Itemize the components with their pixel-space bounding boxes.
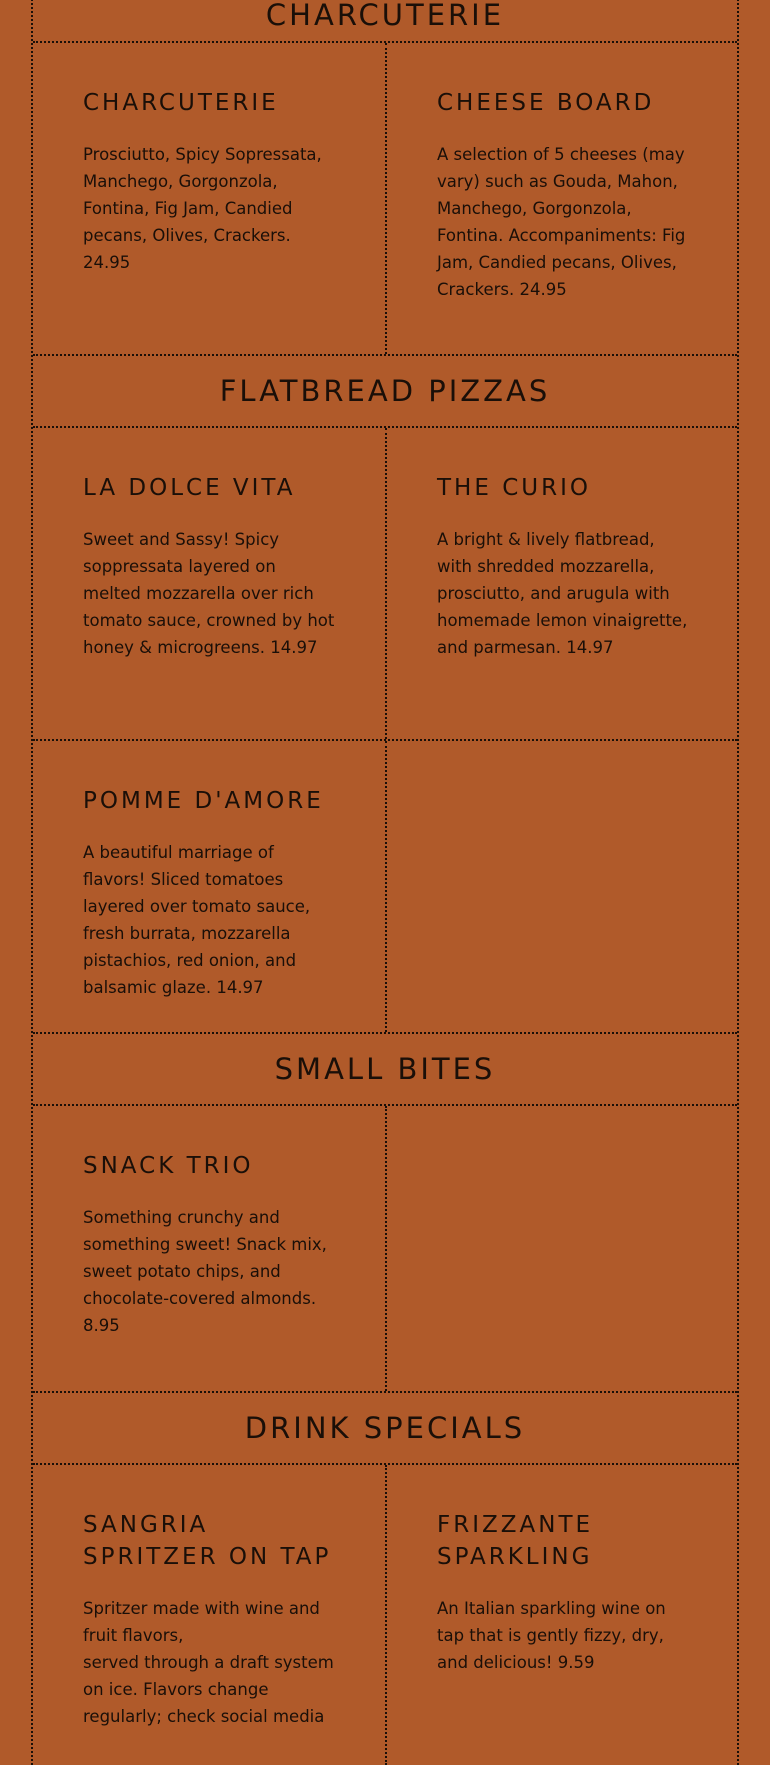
section-heading-drink-specials: DRINK SPECIALS [33,1393,737,1465]
item-description: A beautiful marriage of flavors! Sliced tomatoes layered over tomato sauce, fresh burrata, mozzarella pistachios, red onion, and balsamic glaze. 14.97 [83,843,311,997]
item-title: SNACK TRIO [83,1153,254,1179]
item-description: Spritzer made with wine and fruit flavors, served through a draft system on ice. Flavors change regularly; check social media [83,1599,334,1726]
menu-row [33,741,737,1034]
section-heading-charcuterie: CHARCUTERIE [33,0,737,43]
menu-row [33,1465,737,1765]
menu-item-the-curio [385,428,737,739]
menu-item-sangria-spritzer [33,1465,385,1765]
section-heading-small-bites: SMALL BITES [33,1034,737,1106]
menu-item-frizzante-sparkling [385,1465,737,1765]
item-description: Sweet and Sassy! Spicy soppressata layered on melted mozzarella over rich tomato sauce, crowned by hot honey & microgreens. 14.97 [83,530,335,657]
item-description: A selection of 5 cheeses (may vary) such as Gouda, Mahon, Manchego, Gorgonzola, Fontina. Accompaniments: Fig Jam, Candied pecans, Olives, Crackers. 24.95 [437,145,686,299]
item-title: CHEESE BOARD [437,90,655,116]
menu [31,0,739,1765]
menu-item-charcuterie [33,43,385,354]
item-title: SANGRIA SPRITZER ON TAP [83,1512,332,1570]
menu-row [33,43,737,356]
menu-item-la-dolce-vita [33,428,385,739]
menu-item-cheese-board [385,43,737,354]
item-title: POMME D'AMORE [83,788,324,814]
menu-row [33,428,737,741]
item-description: An Italian sparkling wine on tap that is gently fizzy, dry, and delicious! 9.59 [437,1599,666,1672]
menu-item-pomme-d-amore [33,741,385,1032]
menu-row [33,1106,737,1393]
section-heading-flatbread-pizzas: FLATBREAD PIZZAS [33,356,737,428]
item-title: THE CURIO [437,475,591,501]
menu-item-snack-trio [33,1106,385,1391]
item-description: Prosciutto, Spicy Sopressata, Manchego, Gorgonzola, Fontina, Fig Jam, Candied pecans, Olives, Crackers. 24.95 [83,145,322,272]
empty-cell [385,741,737,1032]
item-description: A bright & lively flatbread, with shredded mozzarella, prosciutto, and arugula with homemade lemon vinaigrette, and parmesan. 14.97 [437,530,688,657]
item-title: FRIZZANTE SPARKLING [437,1512,594,1570]
empty-cell [385,1106,737,1391]
item-description: Something crunchy and something sweet! Snack mix, sweet potato chips, and chocolate-covered almonds. 8.95 [83,1208,327,1335]
item-title: LA DOLCE VITA [83,475,296,501]
item-title: CHARCUTERIE [83,90,279,116]
